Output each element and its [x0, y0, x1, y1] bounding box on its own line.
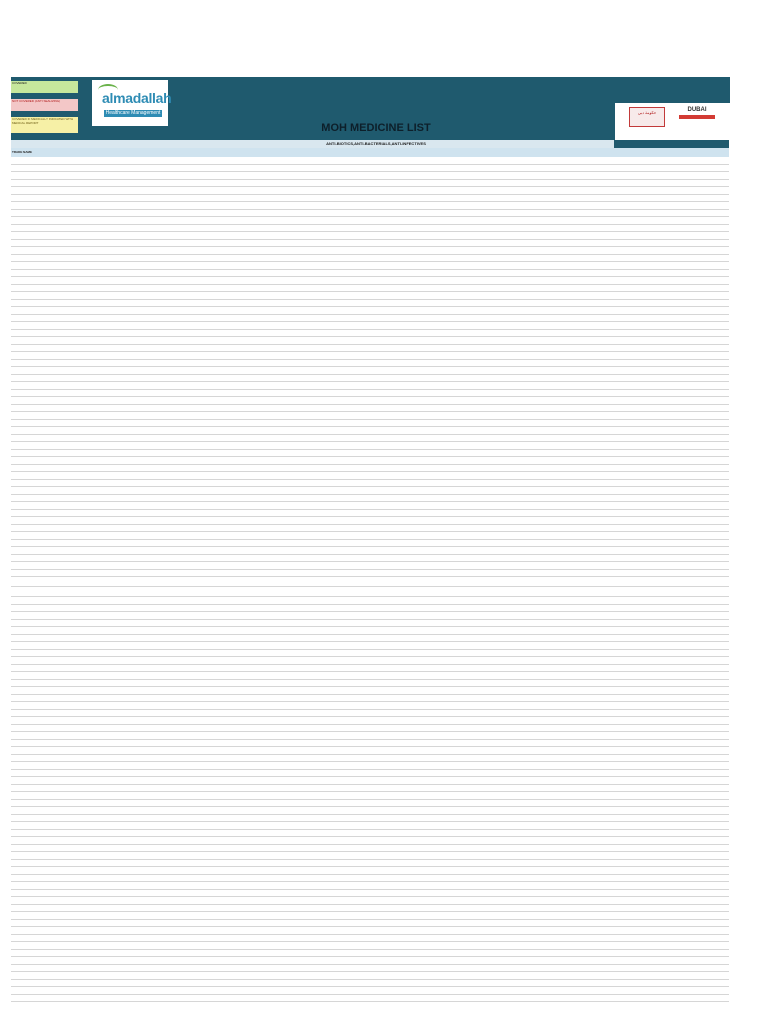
table-row	[11, 920, 729, 928]
table-row	[11, 965, 729, 973]
table-row	[11, 605, 729, 613]
table-row	[11, 987, 729, 995]
table-row	[11, 815, 729, 823]
table-row	[11, 255, 729, 263]
table-row	[11, 345, 729, 353]
table-row	[11, 627, 729, 635]
table-row	[11, 725, 729, 733]
table-row	[11, 517, 729, 525]
table-row	[11, 800, 729, 808]
brand-tagline: Healthcare Management	[105, 110, 161, 116]
table-row	[11, 577, 729, 587]
column-header-row	[11, 148, 729, 157]
legend-not-covered: NOT COVERED (ANTI SEALIZING)	[11, 99, 78, 111]
legend-covered: COVERED	[11, 81, 78, 93]
page-title: MOH MEDICINE LIST	[321, 122, 431, 134]
table-row	[11, 882, 729, 890]
table-row	[11, 587, 729, 597]
table-row	[11, 285, 729, 293]
column-header-trade-name: TRADE NAME	[12, 150, 32, 154]
table-row	[11, 562, 729, 570]
table-row	[11, 262, 729, 270]
subtitle: ANTI-BIOTICS,ANTI-BACTERIALS,ANTI-INFECTIVES	[326, 141, 426, 146]
almadallah-logo	[92, 80, 172, 126]
table-row	[11, 270, 729, 278]
table-row	[11, 405, 729, 413]
table-row	[11, 360, 729, 368]
table-row	[11, 442, 729, 450]
table-row	[11, 995, 729, 1003]
table-row	[11, 427, 729, 435]
table-row	[11, 450, 729, 458]
table-row	[11, 770, 729, 778]
table-row	[11, 247, 729, 255]
table-row	[11, 950, 729, 958]
table-row	[11, 710, 729, 718]
table-row	[11, 210, 729, 218]
subtitle-row	[11, 140, 729, 148]
table-row	[11, 687, 729, 695]
table-row	[11, 875, 729, 883]
dubai-logo: DUBAI	[679, 107, 715, 125]
table-row	[11, 777, 729, 785]
table-row	[11, 845, 729, 853]
sheet-header	[11, 77, 729, 140]
table-row	[11, 525, 729, 533]
table-row	[11, 897, 729, 905]
table-row	[11, 465, 729, 473]
table-row	[11, 935, 729, 943]
table-row	[11, 665, 729, 673]
table-row	[11, 225, 729, 233]
table-row	[11, 240, 729, 248]
table-row	[11, 412, 729, 420]
table-row	[11, 435, 729, 443]
table-row	[11, 420, 729, 428]
table-row	[11, 927, 729, 935]
table-row	[11, 597, 729, 605]
table-row	[11, 495, 729, 503]
table-row	[11, 502, 729, 510]
table-row	[11, 792, 729, 800]
table-row	[11, 397, 729, 405]
medicine-list-sheet	[11, 77, 729, 1002]
table-row	[11, 547, 729, 555]
table-row	[11, 195, 729, 203]
table-row	[11, 672, 729, 680]
table-row	[11, 330, 729, 338]
table-row	[11, 510, 729, 518]
table-row	[11, 187, 729, 195]
table-row	[11, 852, 729, 860]
table-row	[11, 457, 729, 465]
table-row	[11, 300, 729, 308]
legend	[11, 81, 78, 133]
table-row	[11, 905, 729, 913]
table-row	[11, 277, 729, 285]
table-row	[11, 680, 729, 688]
table-row	[11, 315, 729, 323]
table-row	[11, 217, 729, 225]
table-row	[11, 717, 729, 725]
table-row	[11, 555, 729, 563]
table-row	[11, 540, 729, 548]
table-row	[11, 837, 729, 845]
table-row	[11, 157, 729, 165]
table-row	[11, 822, 729, 830]
table-row	[11, 980, 729, 988]
table-row	[11, 642, 729, 650]
table-row	[11, 762, 729, 770]
government-logos	[614, 77, 730, 140]
table-row	[11, 942, 729, 950]
table-row	[11, 322, 729, 330]
table-row	[11, 307, 729, 315]
table-row	[11, 972, 729, 980]
table-row	[11, 570, 729, 578]
table-row	[11, 472, 729, 480]
medicine-table	[11, 157, 729, 1002]
table-row	[11, 375, 729, 383]
table-row	[11, 292, 729, 300]
table-row	[11, 695, 729, 703]
table-row	[11, 702, 729, 710]
table-row	[11, 657, 729, 665]
table-row	[11, 635, 729, 643]
table-row	[11, 232, 729, 240]
table-row	[11, 785, 729, 793]
table-row	[11, 650, 729, 658]
table-row	[11, 367, 729, 375]
table-row	[11, 180, 729, 188]
table-row	[11, 867, 729, 875]
table-row	[11, 382, 729, 390]
table-row	[11, 390, 729, 398]
table-row	[11, 957, 729, 965]
table-row	[11, 732, 729, 740]
table-row	[11, 740, 729, 748]
table-row	[11, 172, 729, 180]
table-row	[11, 890, 729, 898]
brand-name: almadallah	[102, 90, 172, 106]
table-row	[11, 165, 729, 173]
table-row	[11, 755, 729, 763]
table-row	[11, 352, 729, 360]
table-row	[11, 860, 729, 868]
table-row	[11, 747, 729, 755]
table-row	[11, 487, 729, 495]
table-row	[11, 912, 729, 920]
legend-special: COVERED IF MEDICALLY INDICATED WITH MEDICAL REPORT	[11, 117, 78, 133]
table-row	[11, 202, 729, 210]
table-row	[11, 612, 729, 620]
dubai-government-logo: حكومة دبي	[629, 107, 665, 127]
table-row	[11, 807, 729, 815]
table-row	[11, 532, 729, 540]
table-row	[11, 620, 729, 628]
table-row	[11, 480, 729, 488]
table-row	[11, 337, 729, 345]
table-row	[11, 830, 729, 838]
